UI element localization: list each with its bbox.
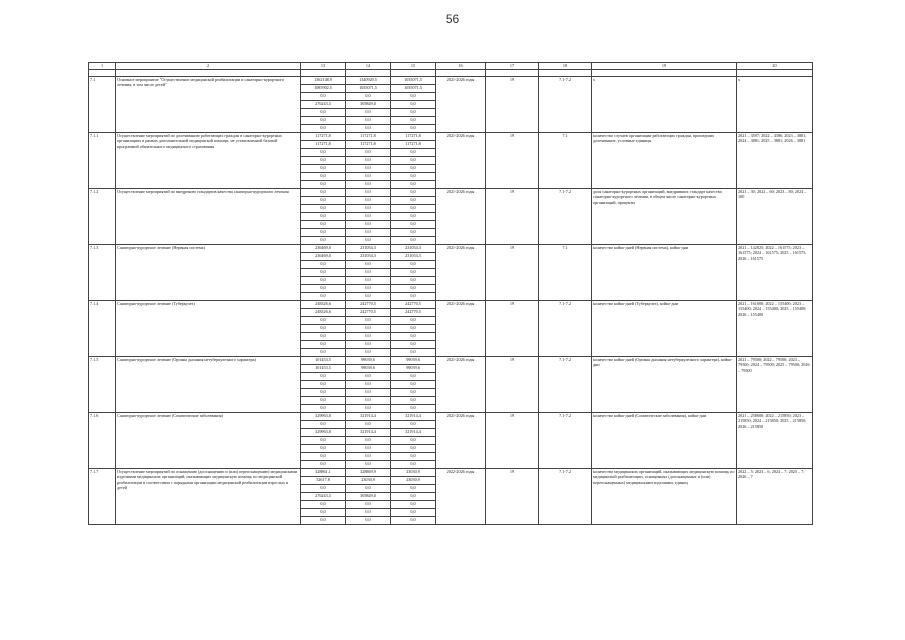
header-cell: 15 (391, 63, 436, 70)
measure-title: Основное мероприятие "Осуществление медицинской реабилитации и санаторно-курортного лечения, в том числе детей" (116, 77, 301, 133)
column-17-cell: 19 (486, 413, 539, 469)
value-col-15: 0,0 (391, 293, 436, 301)
value-col-15: 1035071,5 (391, 85, 436, 93)
value-col-15: 0,0 (391, 109, 436, 117)
header-cell: 2 (116, 63, 301, 70)
value-col-14: 242770,5 (346, 301, 391, 309)
indicator-targets: 2021 – 79500; 2022 – 79500; 2023 – 79500; 2024 – 79500; 2025 – 79500; 2026 – 79500 (737, 357, 813, 413)
value-col-13: 328861,1 (301, 469, 346, 477)
indicator-description: х (592, 77, 737, 133)
value-col-14: 0,0 (346, 445, 391, 453)
value-col-15: 0,0 (391, 493, 436, 501)
value-col-14: 0,0 (346, 341, 391, 349)
value-col-13: 276243,3 (301, 101, 346, 109)
value-col-13: 0,0 (301, 149, 346, 157)
indicator-targets: 2021 – 161000; 2022 – 155400; 2023 – 155400; 2024 – 155400; 2025 – 155400; 2026 – 155400 (737, 301, 813, 357)
value-col-14: 0,0 (346, 333, 391, 341)
value-col-14: 0,0 (346, 269, 391, 277)
value-col-13: 0,0 (301, 285, 346, 293)
value-col-15: 0,0 (391, 93, 436, 101)
period-cell: 2021-2026 годы (436, 133, 486, 189)
measure-number: 7.1.1 (89, 133, 116, 189)
value-col-15: 0,0 (391, 341, 436, 349)
table-row (89, 357, 813, 365)
value-col-15: 0,0 (391, 389, 436, 397)
value-col-15: 0,0 (391, 269, 436, 277)
value-col-13: 0,0 (301, 269, 346, 277)
measure-title: Санаторно-курортное лечение (Туберкулез) (116, 301, 301, 357)
value-col-15: 0,0 (391, 205, 436, 213)
value-col-15: 231054,3 (391, 245, 436, 253)
indicator-targets: 2022 – 5; 2023 – 6; 2024 – 7; 2025 – 7; 2026 – 7 (737, 469, 813, 525)
table-row (89, 413, 813, 421)
value-col-14: 242770,5 (346, 309, 391, 317)
value-col-13: 0,0 (301, 333, 346, 341)
indicator-targets: 2021 – 3597; 2022 – 4386; 2023 – 3881; 2024 – 3881; 2025 – 3881; 2026 – 3881 (737, 133, 813, 189)
period-cell: 2021-2026 годы (436, 77, 486, 133)
value-col-13: 0,0 (301, 485, 346, 493)
value-col-15: 0,0 (391, 381, 436, 389)
value-col-13: 0,0 (301, 397, 346, 405)
column-18-cell: 7.1-7.2 (539, 413, 592, 469)
value-col-14: 0,0 (346, 117, 391, 125)
table-row (89, 245, 813, 253)
value-col-15: 0,0 (391, 285, 436, 293)
value-col-13: 0,0 (301, 437, 346, 445)
value-col-13: 0,0 (301, 373, 346, 381)
header-cell: 16 (436, 63, 486, 70)
value-col-15: 0,0 (391, 173, 436, 181)
table-row (89, 189, 813, 197)
value-col-15: 0,0 (391, 485, 436, 493)
indicator-targets: 2021 – 258600; 2022 – 215850; 2023 – 215850; 2024 – 215850; 2025 – 215850; 2026 – 215850 (737, 413, 813, 469)
value-col-15: 231054,3 (391, 253, 436, 261)
column-18-cell: 7.1-7.2 (539, 301, 592, 357)
value-col-14: 1340920,5 (346, 77, 391, 85)
value-col-13: 0,0 (301, 213, 346, 221)
column-17-cell: 19 (486, 245, 539, 301)
column-18-cell: 7.1 (539, 245, 592, 301)
value-col-13: 0,0 (301, 205, 346, 213)
value-col-13: 0,0 (301, 517, 346, 525)
value-col-15: 0,0 (391, 125, 436, 133)
header-cell: 13 (301, 63, 346, 70)
value-col-13: 0,0 (301, 501, 346, 509)
value-col-15: 0,0 (391, 373, 436, 381)
measure-number: 7.1.4 (89, 301, 116, 357)
value-col-14: 0,0 (346, 285, 391, 293)
measure-title: Санаторно-курортное лечение (Органы дыхания нетуберкулезного характера) (116, 357, 301, 413)
value-col-14: 0,0 (346, 125, 391, 133)
column-17-cell: 19 (486, 133, 539, 189)
indicator-description: количество случаев организации работающих граждан, прошедших долечивание, условные единицы (592, 133, 737, 189)
value-col-14: 0,0 (346, 485, 391, 493)
value-col-15: 23030,9 (391, 477, 436, 485)
value-col-13: 248326,6 (301, 309, 346, 317)
value-col-14: 0,0 (346, 381, 391, 389)
value-col-14: 0,0 (346, 317, 391, 325)
value-col-13: 117271,8 (301, 133, 346, 141)
value-col-13: 0,0 (301, 221, 346, 229)
value-col-14: 0,0 (346, 157, 391, 165)
value-col-14: 0,0 (346, 205, 391, 213)
value-col-13: 0,0 (301, 461, 346, 469)
indicator-description: количество койко-дней (Нервная система), койко-дни (592, 245, 737, 301)
value-col-15: 0,0 (391, 501, 436, 509)
value-col-13: 0,0 (301, 389, 346, 397)
value-col-13: 0,0 (301, 173, 346, 181)
indicator-description: количество койко-дней (Соматические заболевания), койко-дни (592, 413, 737, 469)
value-col-15: 321914,4 (391, 429, 436, 437)
indicator-targets: 2021 – 142825; 2022 – 161575; 2023 – 161575; 2024 – 161575; 2025 – 161575; 2026 – 161575 (737, 245, 813, 301)
value-col-15: 0,0 (391, 221, 436, 229)
column-17-cell: 19 (486, 469, 539, 525)
value-col-15: 0,0 (391, 437, 436, 445)
period-cell: 2021-2026 годы (436, 413, 486, 469)
measure-number: 7.1.5 (89, 357, 116, 413)
value-col-14: 99039,6 (346, 357, 391, 365)
value-col-13: 329963,8 (301, 429, 346, 437)
measure-number: 7.1.7 (89, 469, 116, 525)
value-col-14: 0,0 (346, 293, 391, 301)
column-18-cell: 7.1-7.2 (539, 469, 592, 525)
header-cell: 20 (737, 63, 813, 70)
value-col-14: 0,0 (346, 221, 391, 229)
value-col-13: 236469,0 (301, 253, 346, 261)
value-col-15: 242770,5 (391, 301, 436, 309)
value-col-13: 1085902,5 (301, 85, 346, 93)
indicator-description: количество медицинских организаций, оказывающих медицинскую помощь по медицинской реабилитации, оснащенных (дооснащенных и (или) переоснащенных) медицинскими изделиями, единиц (592, 469, 737, 525)
value-col-13: 0,0 (301, 277, 346, 285)
value-col-15: 0,0 (391, 117, 436, 125)
value-col-13: 0,0 (301, 341, 346, 349)
value-col-14: 0,0 (346, 173, 391, 181)
value-col-15: 0,0 (391, 197, 436, 205)
value-col-13: 0,0 (301, 317, 346, 325)
value-col-15: 321914,4 (391, 413, 436, 421)
value-col-14: 0,0 (346, 277, 391, 285)
value-col-15: 0,0 (391, 421, 436, 429)
value-col-15: 0,0 (391, 189, 436, 197)
value-col-13: 0,0 (301, 325, 346, 333)
value-col-15: 0,0 (391, 517, 436, 525)
value-col-14: 0,0 (346, 453, 391, 461)
value-col-13: 101453,5 (301, 365, 346, 373)
value-col-15: 0,0 (391, 165, 436, 173)
value-col-14: 0,0 (346, 197, 391, 205)
value-col-13: 0,0 (301, 293, 346, 301)
value-col-15: 0,0 (391, 317, 436, 325)
value-col-14: 0,0 (346, 437, 391, 445)
period-cell: 2021-2026 годы (436, 245, 486, 301)
value-col-13: 0,0 (301, 93, 346, 101)
value-col-15: 0,0 (391, 349, 436, 357)
value-col-14: 0,0 (346, 189, 391, 197)
value-col-14: 0,0 (346, 405, 391, 413)
value-col-14: 99039,6 (346, 365, 391, 373)
value-col-13: 0,0 (301, 405, 346, 413)
value-col-14: 328869,9 (346, 469, 391, 477)
value-col-13: 0,0 (301, 157, 346, 165)
indicator-description: количество койко-дней (Органы дыхания нетуберкулезного характера), койко-дни (592, 357, 737, 413)
value-col-15: 0,0 (391, 157, 436, 165)
value-col-13: 0,0 (301, 165, 346, 173)
value-col-14: 0,0 (346, 349, 391, 357)
value-col-13: 0,0 (301, 189, 346, 197)
header-cell: 18 (539, 63, 592, 70)
value-col-13: 1362148,9 (301, 77, 346, 85)
measure-title: Осуществление мероприятий по внедрению стандартов качества санаторно-курортного лечения (116, 189, 301, 245)
column-17-cell: 19 (486, 77, 539, 133)
value-col-13: 101453,5 (301, 357, 346, 365)
column-18-cell: 7.1-7.2 (539, 77, 592, 133)
value-col-15: 242770,5 (391, 309, 436, 317)
value-col-14: 231054,3 (346, 253, 391, 261)
value-col-13: 0,0 (301, 421, 346, 429)
value-col-13: 0,0 (301, 181, 346, 189)
value-col-14: 0,0 (346, 213, 391, 221)
column-18-cell: 7.1 (539, 133, 592, 189)
value-col-14: 0,0 (346, 421, 391, 429)
value-col-14: 0,0 (346, 93, 391, 101)
value-col-13: 248326,6 (301, 301, 346, 309)
value-col-15: 0,0 (391, 453, 436, 461)
measure-title: Санаторно-курортное лечение (Соматические заболевания) (116, 413, 301, 469)
column-18-cell: 7.1-7.2 (539, 357, 592, 413)
value-col-15: 0,0 (391, 405, 436, 413)
measure-title: Осуществление мероприятий по долечиванию работающих граждан в санаторно-курортных организациях в рамках дополнительной медицинской помощи, не установленной базовой программой обязательного медицинского страхования (116, 133, 301, 189)
value-col-15: 0,0 (391, 229, 436, 237)
table-row (89, 133, 813, 141)
value-col-15: 0,0 (391, 237, 436, 245)
value-col-15: 0,0 (391, 101, 436, 109)
value-col-14: 0,0 (346, 501, 391, 509)
measure-title: Санаторно-курортное лечение (Нервная система) (116, 245, 301, 301)
value-col-13: 0,0 (301, 237, 346, 245)
column-18-cell: 7.1-7.2 (539, 189, 592, 245)
value-col-13: 0,0 (301, 229, 346, 237)
measure-title: Осуществление мероприятий по оснащению (дооснащению и (или) переоснащению) медицинскими изделиями медицинских организаций, оказывающих медицинскую помощь по медицинской реабилитации в соответствии с порядками организации медицинской реабилитации взрослых и детей (116, 469, 301, 525)
value-col-15: 0,0 (391, 181, 436, 189)
value-col-14: 0,0 (346, 517, 391, 525)
value-col-13: 0,0 (301, 125, 346, 133)
indicator-targets: 2021 – 30; 2022 – 60; 2023 – 80; 2024 – 100 (737, 189, 813, 245)
value-col-13: 0,0 (301, 453, 346, 461)
value-col-14: 0,0 (346, 389, 391, 397)
value-col-14: 305849,0 (346, 101, 391, 109)
header-cell: 14 (346, 63, 391, 70)
value-col-14: 0,0 (346, 181, 391, 189)
value-col-14: 0,0 (346, 373, 391, 381)
measure-number: 7.1.6 (89, 413, 116, 469)
value-col-15: 0,0 (391, 461, 436, 469)
value-col-15: 99039,6 (391, 365, 436, 373)
value-col-13: 0,0 (301, 109, 346, 117)
column-17-cell: 19 (486, 357, 539, 413)
value-col-15: 23030,9 (391, 469, 436, 477)
value-col-13: 0,0 (301, 509, 346, 517)
value-col-14: 0,0 (346, 109, 391, 117)
value-col-13: 0,0 (301, 349, 346, 357)
value-col-14: 0,0 (346, 261, 391, 269)
value-col-14: 0,0 (346, 165, 391, 173)
indicator-description: доля санаторно-курортных организаций, внедривших стандарт качества санаторно-курортного лечения, в общем числе санаторно-курортных организаций, проценты (592, 189, 737, 245)
value-col-15: 117271,8 (391, 141, 436, 149)
period-cell: 2021-2026 годы (436, 301, 486, 357)
value-col-13: 0,0 (301, 381, 346, 389)
value-col-14: 0,0 (346, 325, 391, 333)
value-col-13: 276243,3 (301, 493, 346, 501)
indicator-description: количество койко-дней (Туберкулез), койко-дни (592, 301, 737, 357)
value-col-13: 0,0 (301, 445, 346, 453)
value-col-15: 99039,6 (391, 357, 436, 365)
value-col-14: 0,0 (346, 509, 391, 517)
table-row (89, 301, 813, 309)
value-col-13: 0,0 (301, 197, 346, 205)
value-col-14: 0,0 (346, 229, 391, 237)
value-col-14: 321914,4 (346, 429, 391, 437)
value-col-15: 0,0 (391, 277, 436, 285)
value-col-15: 0,0 (391, 325, 436, 333)
header-cell: 19 (592, 63, 737, 70)
value-col-13: 0,0 (301, 117, 346, 125)
value-col-15: 0,0 (391, 149, 436, 157)
value-col-14: 321914,4 (346, 413, 391, 421)
measure-number: 7.1 (89, 77, 116, 133)
value-col-15: 117271,8 (391, 133, 436, 141)
period-cell: 2021-2026 годы (436, 357, 486, 413)
value-col-14: 305849,0 (346, 493, 391, 501)
header-cell: 1 (89, 63, 116, 70)
value-col-15: 1035071,5 (391, 77, 436, 85)
value-col-14: 1035071,5 (346, 85, 391, 93)
column-number-header (89, 63, 813, 70)
value-col-13: 329963,8 (301, 413, 346, 421)
page-number: 56 (445, 12, 460, 26)
value-col-15: 0,0 (391, 397, 436, 405)
period-cell: 2022-2026 годы (436, 469, 486, 525)
measure-number: 7.1.3 (89, 245, 116, 301)
value-col-15: 0,0 (391, 261, 436, 269)
value-col-15: 0,0 (391, 333, 436, 341)
value-col-14: 117271,8 (346, 141, 391, 149)
table-row (89, 77, 813, 85)
value-col-13: 52617,8 (301, 477, 346, 485)
indicator-targets: х (737, 77, 813, 133)
table-row (89, 469, 813, 477)
period-cell: 2021-2026 годы (436, 189, 486, 245)
value-col-14: 231054,3 (346, 245, 391, 253)
value-col-14: 0,0 (346, 149, 391, 157)
value-col-15: 0,0 (391, 509, 436, 517)
column-17-cell: 19 (486, 189, 539, 245)
value-col-14: 0,0 (346, 237, 391, 245)
spacer-row (89, 70, 813, 77)
measure-number: 7.1.2 (89, 189, 116, 245)
value-col-14: 23030,9 (346, 477, 391, 485)
column-17-cell: 19 (486, 301, 539, 357)
value-col-13: 236469,0 (301, 245, 346, 253)
value-col-13: 0,0 (301, 261, 346, 269)
value-col-14: 0,0 (346, 397, 391, 405)
program-table (88, 62, 813, 525)
value-col-15: 0,0 (391, 213, 436, 221)
value-col-13: 117271,8 (301, 141, 346, 149)
value-col-14: 0,0 (346, 461, 391, 469)
value-col-15: 0,0 (391, 445, 436, 453)
value-col-14: 117271,8 (346, 133, 391, 141)
header-cell: 17 (486, 63, 539, 70)
